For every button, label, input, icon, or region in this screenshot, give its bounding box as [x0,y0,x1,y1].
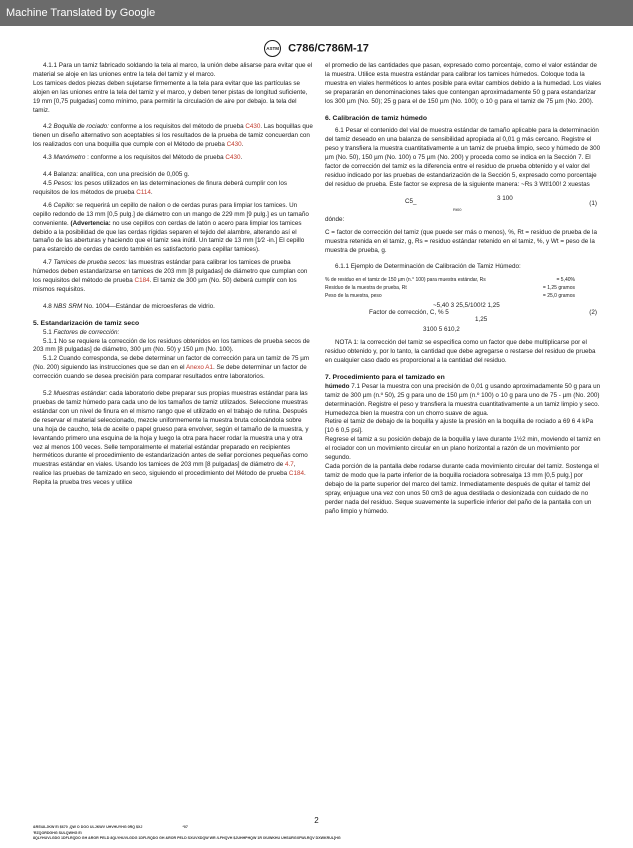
section-heading-6: 6. Calibración de tamiz húmedo [325,114,427,122]
translation-banner: Machine Translated by Google [0,0,633,26]
paragraph-4-1-1-cont: Los tamices dedos piezas deben sujetarse firmemente a la tela para evitar que las partículas se alojen en las uniones entre la tela del tamiz y el marco, y deben tener pistas de longitud suficiente, 19 mm [0,75 pulgadas] como mínimo, para permitir la circulación de aire por debajo. la tela del tamiz. [33,79,308,114]
ref-link-c430[interactable]: C430 [226,141,242,149]
equation-1-sub: Rt00 [453,206,462,212]
paragraph-4-5: 4.5 Pesos: los pesos utilizados en las determinaciones de finura deberá cumplir con los requisitos de los métodos de prueba C114. [33,179,287,196]
paragraph-4-6: 4.6 Cepillo: se requerirá un cepillo de nailon o de cerdas puras para limpiar los tamices. Un cepillo redondo de 13 mm [0,5 pulg.] de diámetro con un mango de 229 mm [9 pulg.] es un tamaño conveniente. (Advertencia: no use cepillos con cerdas de latón o acero para limpiar los tamices debido a la posibilidad de que las cerdas rígidas separen el tejido del alambre, alterando así el tamaño de las aberturas y haciendo que el tamiz sea inútil. Un tamiz de 13 mm [1⁄2 -in.] El cepillo para estarcido de cerdas de cerdo también es satisfactorio para cepillar tamices). [33,201,309,254]
table-row: % de residuo en el tamiz de 150 µm (n.° 100) para muestra estándar, Rs = 5,40% [325,277,575,284]
left-column [33,62,313,488]
page-number: 2 [314,816,319,825]
where-label: dónde: [325,215,345,223]
note-1: NOTA 1: la corrección del tamiz se especifica como un factor que debe multiplicarse por el residuo obtenido y, por lo tanto, la cantidad que debe agregarse o restarse del residuo de prueba en cualquier caso dado es proporcional a la cantidad del residuo. [325,339,596,365]
table-row: Peso de la muestra, peso = 25,0 gramos [325,293,575,300]
ref-link-c184[interactable]: C184 [134,277,150,285]
table-row: Residuo de la muestra de prueba, Rt = 1,25 gramos [325,285,575,292]
section-heading-7: 7. Procedimiento para el tamizado en [325,373,445,381]
right-column [325,62,603,516]
equation-2-number: (2) [589,309,597,317]
equation-2-denominator: 1,25 [475,316,488,324]
ref-link-c114[interactable]: C114 [136,188,151,196]
paragraph-5-2-cont: el promedio de las cantidades que pasan, expresado como porcentaje, como el valor estándar de la muestra. Utilice esta muestra estándar para calibrar los tamices húmedos. Coloque toda la muestra en viales herméticos lo antes posible para evitar cambios debido a la humedad. Los viales se prepararán en denominaciones tales que contengan aproximadamente 50 g para estandarizar los 300 µm (No. 50); 25 g para el de 150 µm (No. 100); o 10 g para el tamiz de 75 µm (No. 200). [325,62,602,105]
definitions: C = factor de corrección del tamiz (que puede ser más o menos), %, Rt = residuo de prueba de la muestra retenida en el tamiz, g, Rs = residuo estándar retenido en el tamiz, %, y Wt = peso de la muestra de prueba, g. [325,228,597,254]
ref-link-c184[interactable]: C184 [288,470,304,478]
paragraph-4-7: 4.7 Tamices de prueba secos: las muestras estándar para calibrar los tamices de prueba húmedos deben estandarizarse en tamices de 203 mm [8 pulgadas] de diámetro que cumplan con los requisitos del método de prueba C184. El tamiz de 300 µm (No. 50) deberá cumplir con los mismos requisitos. [33,259,308,293]
equation-1 [325,194,603,216]
paragraph-4-1-1: 4.1.1 Para un tamiz fabricado soldando la tela al marco, la unión debe alisarse para evitar que el material se aloje en las uniones entre la tela del tamiz y el marco. [33,62,313,78]
equation-1-lhs: C5_ [405,197,417,205]
standard-header [0,40,633,57]
ref-link-c430[interactable]: C430 [245,123,261,131]
standard-designation: C786/C786M-17 [288,42,369,55]
ref-link-4-7[interactable]: 4.7 [285,461,294,469]
paragraph-4-2: 4.2 Boquilla de rociado: conforme a los requisitos del método de prueba C430. Las boquillas que tienen un diseño alternativo son aceptables si los resultados de la prueba de tamiz concuerdan con los realizados con una boquilla que cumple con el Método de prueba C430. [33,123,313,149]
equation-2-numerator: ~5,40 3 25,5/100!2 1,25 [433,302,500,310]
equation-2-lhs: Factor de corrección, C, % 5 [369,309,449,317]
paragraph-6-1: 6.1 Pesar el contenido del vial de muestra estándar de tamaño aplicable para la determinación del tamiz deseado en una balanza de sensibilidad apropiada al 0,01 g más cercano. Registre el peso y transfiera la muestra cuantitativamente a un tamiz de prueba limpio, seco y húmedo de 300 µm (No. 50), 150 µm (No. 100) o 75 µm (No. 200) y proceda como se indica en la Sección 7. El factor de corrección del tamiz es la diferencia entre el residuo de prueba obtenido y el valor del residuo indicado por las pruebas de estandarización de la Sección 5, expresado como porcentaje del residuo de prueba. Este factor se expresa de la siguiente manera: ~Rs 3 Wt!100! 2 xuestas [325,127,601,188]
ref-link-annex-a1[interactable]: Anexo A1 [185,364,213,372]
equation-1-number: (1) [589,199,597,207]
paragraph-5-1-1: 5.1.1 No se requiere la corrección de los residuos obtenidos en los tamices de prueba secos de 203 mm [8 pulgadas] de diámetro, 300 µm (No. 50) y 150 µm (No. 100). [33,337,310,354]
paragraph-7-3: Regrese el tamiz a su posición debajo de la boquilla y lave durante 1½2 min, moviendo el tamiz en el rociador con un movimiento circular en un plano horizontal a razón de un movimiento por segundo. [325,436,601,462]
equation-1-mid: 3 100 [497,194,513,202]
paragraph-5-1: 5.1 Factores de corrección: [43,328,120,336]
paragraph-4-4: 4.4 Balanza: analítica, con una precisión de 0,005 g. [43,171,190,179]
copyright-footer: &RS\ULJKW E\ $670 ,QW O DOO ULJKWV UHVHUYHG 0RQ $XJ *07 'RZQORDGHG SULQWHG E\ 8QLYHUVLGDG 1DFLRQDO GH &ROR PELD 8QLYHUVLGDG 1DFLRQDO GH &ROR PELD SXUVXDQW WR /LFHQVH $JUHHPHQW 1R IXUWKHU UHSURGXFWLRQV DXWKRUL]HG [33,825,341,841]
paragraph-5-1-2: 5.1.2 Cuando corresponda, se debe determinar un factor de corrección para un tamiz de 75 µm (No. 200) siguiendo las instrucciones que se dan en el Anexo A1. Se debe determinar un factor de corrección cuando se desea precisión para comparar resultados entre laboratorios. [33,355,310,381]
astm-logo-icon: ASTM [264,40,281,57]
example-table [325,276,603,300]
paragraph-7-2: Retire el tamiz de debajo de la boquilla y ajuste la presión en la boquilla de rociado a 69 6 4 kPa [10 6 0,5 psi]. [325,418,594,435]
paragraph-7-4: Cada porción de la pantalla debe rodarse durante cada movimiento circular del tamiz. Sostenga el tamiz de modo que la parte inferior de la boquilla rociadora sobresalga 13 mm [0,5 pulg.] por debajo de la parte superior del marco del tamiz. Inmediatamente después de quitar el tamiz del spray, enjuague una vez con unos 50 cm3 de agua destilada o desionizada con cuidado de no perder nada del residuo. Seque suavemente la superficie inferior del paño de la pantalla con un paño limpio y húmedo. [325,463,599,515]
paragraph-7-1: húmedo 7.1 Pesar la muestra con una precisión de 0,01 g usando aproximadamente 50 g para un tamiz de 300 µm (n.º 50), 25 g para uno de 150 µm (n.º 100) o 10 g para uno de 75 - µm (No. 200) determinación. Registre el peso y transfiera la muestra cuantitativamente a un tamiz limpio y seco. Humedezca bien la muestra con un chorro suave de agua. [325,382,601,417]
paragraph-4-3: 4.3 Manómetro : conforme a los requisitos del Método de prueba C430. [43,154,243,162]
paragraph-4-8: 4.8 NBS SRM No. 1004—Estándar de microesferas de vidrio. [43,302,215,310]
paragraph-5-2: 5.2 Muestras estándar: cada laboratorio debe preparar sus propias muestras estándar para las pruebas de tamiz húmedo para cada uno de los tamaños de tamiz utilizados. Seleccione muestras estándar con un nivel de finura en el mismo rango que el utilizado en el trabajo de rutina. Después de reservar el material seleccionado, mezcle uniformemente la muestra bruta colocándola sobre una hoja de caucho, tela de aceite o papel grueso para envolver, según el tamaño de la muestra, y levantando primero una esquina de la hoja y luego la otra para hacer rodar la muestra una y otra vez al menos 100 veces. Selle temporalmente el material estándar preparado en recipientes herméticos durante el procedimiento de estandarización antes de sellar porciones pequeñas como muestras estándar en viales. Usando los tamices de 203 mm [8 pulgadas] de diámetro de 4.7, realice las pruebas de tamizado en seco, siguiendo el procedimiento del Método de prueba C184. Repita la prueba tres veces y utilice [33,390,309,487]
equation-2-result: 3100 5 610,2 [423,326,460,334]
ref-link-c430[interactable]: C430 [225,154,241,162]
section-heading-5: 5. Estandarización de tamiz seco [33,319,140,327]
equation-2 [325,300,603,326]
example-title: 6.1.1 Ejemplo de Determinación de Calibración de Tamiz Húmedo: [335,263,521,271]
